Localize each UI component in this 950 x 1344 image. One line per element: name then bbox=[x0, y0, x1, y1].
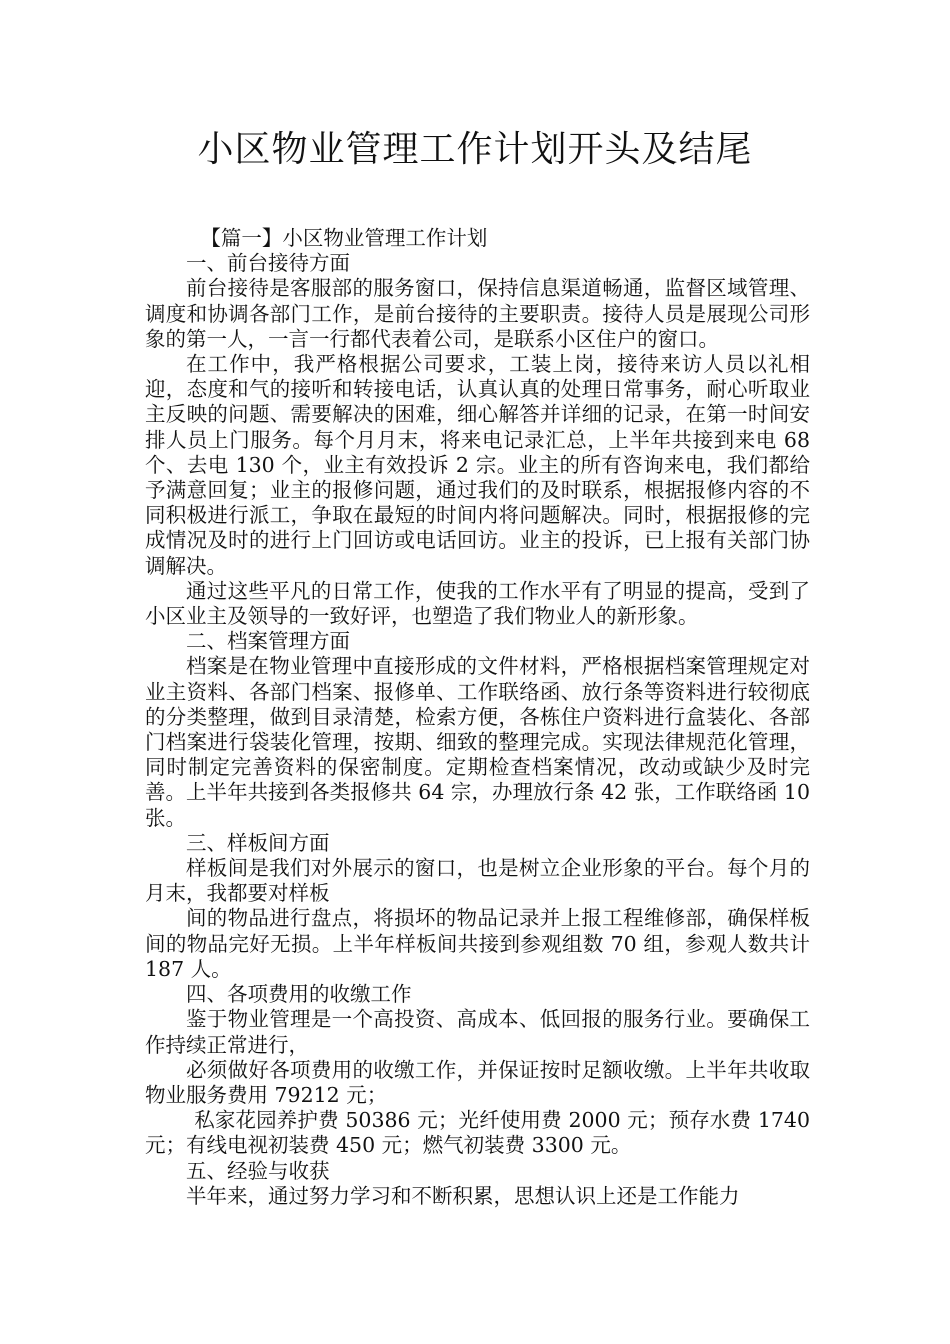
document-title: 小区物业管理工作计划开头及结尾 bbox=[197, 129, 753, 170]
section-heading-1: 一、前台接待方面 bbox=[186, 251, 350, 276]
paragraph: 前台接待是客服部的服务窗口，保持信息渠道畅通，监督区域管理、调度和协调各部门工作，是前台接待的主要职责。接待人员是展现公司形象的第一人，一言一行都代表着公司，是联系小区住户的窗口。 bbox=[145, 276, 810, 351]
paragraph: 样板间是我们对外展示的窗口，也是树立企业形象的平台。每个月的月末，我都要对样板 bbox=[145, 856, 810, 906]
article-title: 【篇一】小区物业管理工作计划 bbox=[200, 226, 488, 250]
paragraph: 私家花园养护费 50386 元；光纤使用费 2000 元；预存水费 1740 元；有线电视初装费 450 元；燃气初装费 3300 元。 bbox=[145, 1108, 810, 1158]
section-heading-4: 四、各项费用的收缴工作 bbox=[186, 982, 412, 1007]
paragraph: 鉴于物业管理是一个高投资、高成本、低回报的服务行业。要确保工作持续正常进行， bbox=[145, 1007, 810, 1057]
paragraph: 半年来，通过努力学习和不断积累，思想认识上还是工作能力 bbox=[186, 1183, 740, 1208]
section-heading-3: 三、样板间方面 bbox=[186, 830, 330, 855]
document-body bbox=[145, 226, 810, 1209]
paragraph: 间的物品进行盘点，将损坏的物品记录并上报工程维修部，确保样板间的物品完好无损。上半年样板间共接到参观组数 70 组，参观人数共计 187 人。 bbox=[145, 906, 810, 981]
paragraph: 通过这些平凡的日常工作，使我的工作水平有了明显的提高，受到了小区业主及领导的一致好评，也塑造了我们物业人的新形象。 bbox=[145, 578, 810, 629]
section-heading-2: 二、档案管理方面 bbox=[186, 629, 350, 654]
paragraph: 在工作中，我严格根据公司要求，工装上岗，接待来访人员以礼相迎，态度和气的接听和转接电话，认真认真的处理日常事务，耐心听取业主反映的问题、需要解决的困难，细心解答并详细的记录，在第一时间安排人员上门服务。每个月月末，将来电记录汇总，上半年共接到来电 68 个、去电 130 个，业主有效投诉 2 宗。业主的所有咨询来电，我们都给予满意回复；业主的报修问题，通过我们的及时联系，根据报修内容的不同积极进行派工，争取在最短的时间内将问题解决。同时，根据报修的完成情况及时的进行上门回访或电话回访。业主的投诉，已上报有关部门协调解决。 bbox=[145, 352, 810, 578]
paragraph: 必须做好各项费用的收缴工作，并保证按时足额收缴。上半年共收取物业服务费用 79212 元； bbox=[145, 1057, 810, 1107]
paragraph: 档案是在物业管理中直接形成的文件材料，严格根据档案管理规定对业主资料、各部门档案、报修单、工作联络函、放行条等资料进行较彻底的分类整理，做到目录清楚，检索方便，各栋住户资料进行盒装化、各部门档案进行袋装化管理，按期、细致的整理完成。实现法律规范化管理，同时制定完善资料的保密制度。定期检查档案情况，改动或缺少及时完善。上半年共接到各类报修共 64 宗，办理放行条 42 张，工作联络函 10 张。 bbox=[145, 654, 810, 830]
section-heading-5: 五、经验与收获 bbox=[186, 1158, 330, 1183]
